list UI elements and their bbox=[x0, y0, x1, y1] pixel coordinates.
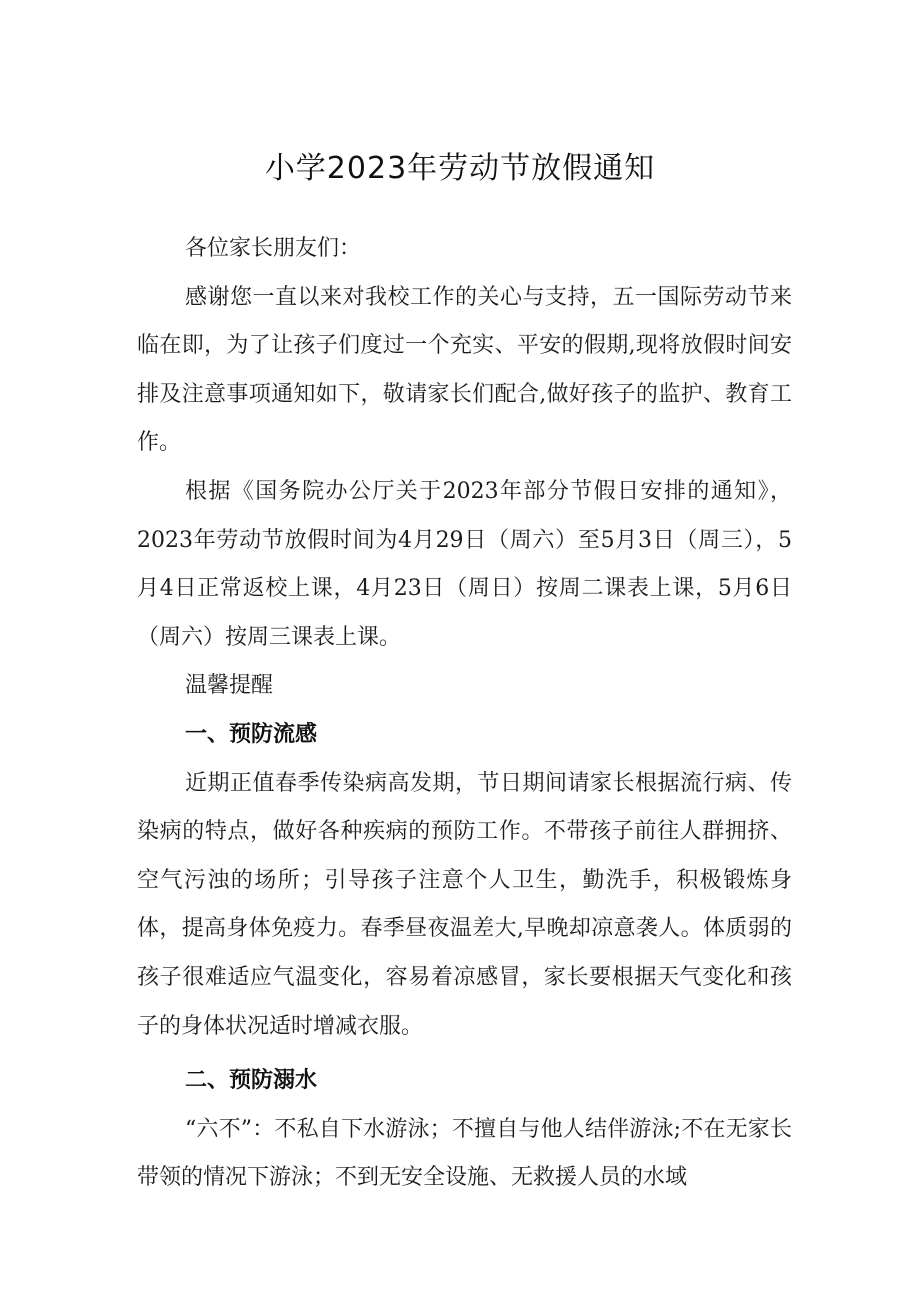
schedule-paragraph: 根据《国务院办公厅关于2023年部分节假日安排的通知》，2023年劳动节放假时间为4月29日（周六）至5月3日（周三），5月4日正常返校上课，4月23日（周日）按周二课表上课，5月6日（周六）按周三课表上课。 bbox=[137, 478, 792, 650]
intro-paragraph: 感谢您一直以来对我校工作的关心与支持，五一国际劳动节来临在即，为了让孩子们度过一个充实、平安的假期,现将放假时间安排及注意事项通知如下，敬请家长们配合,做好孩子的监护、教育工作。 bbox=[137, 284, 792, 456]
section-body-flu: 近期正值春季传染病高发期，节日期间请家长根据流行病、传染病的特点，做好各种疾病的预防工作。不带孩子前往人群拥挤、空气污浊的场所；引导孩子注意个人卫生，勤洗手，积极锻炼身体，提高身体免疫力。春季昼夜温差大,早晚却凉意袭人。体质弱的孩子很难适应气温变化，容易着凉感冒，家长要根据天气变化和孩子的身体状况适时增减衣服。 bbox=[137, 770, 792, 1039]
greeting-line: 各位家长朋友们： bbox=[185, 236, 362, 261]
section-body-drowning: “六不”：不私自下水游泳；不擅自与他人结伴游泳;不在无家长带领的情况下游泳；不到无安全设施、无救援人员的水域 bbox=[137, 1116, 792, 1191]
document-body bbox=[137, 225, 792, 1203]
document-title: 小学2023年劳动节放假通知 bbox=[264, 151, 656, 186]
section-heading-drowning: 二、预防溺水 bbox=[185, 1068, 318, 1094]
section-heading-flu: 一、预防流感 bbox=[185, 721, 318, 747]
tips-label: 温馨提醒 bbox=[185, 673, 274, 699]
